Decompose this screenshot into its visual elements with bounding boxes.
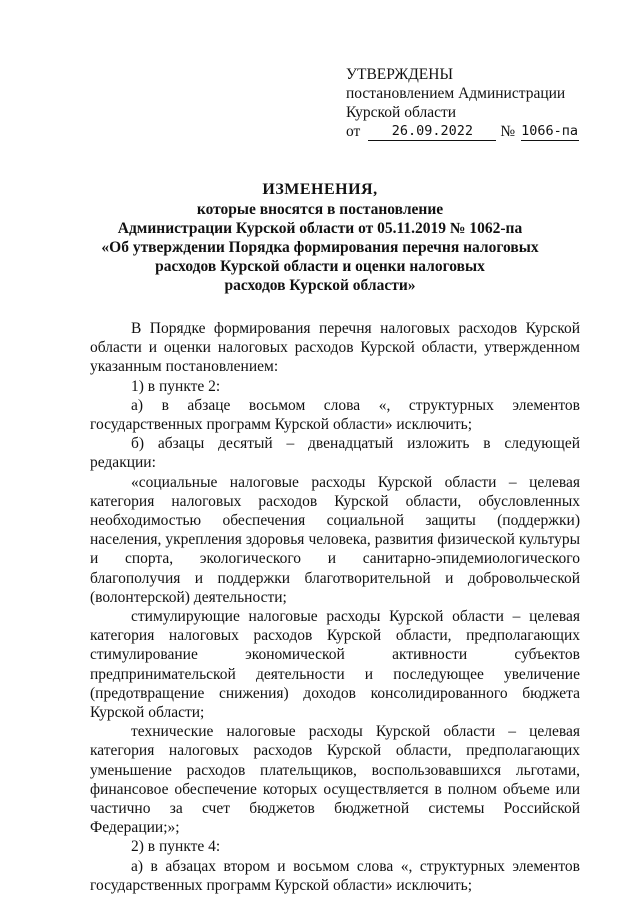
body-paragraph-item-1: 1) в пункте 2: (131, 377, 221, 395)
body-paragraph-item-1a: а) в абзаце восьмом слова «, структурных элементов государственных программ Курской области» исключить; (90, 396, 580, 434)
approval-heading: УТВЕРЖДЕНЫ (346, 66, 453, 83)
approval-date-number-line (346, 122, 606, 141)
body-paragraph-social: «социальные налоговые расходы Курской области – целевая категория налоговых расходов Курской области, обусловленных необходимостью обеспечения социальной защиты (поддержки) населения, укрепления здоровья человека, развития физической культуры и спорта, экологического и санитарно-эпидемиологического благополучия и поддержки благотворительной и добровольческой (волонтерской) деятельности; (90, 473, 580, 606)
document-subtitle-line-2: Администрации Курской области от 05.11.2019 № 1062-па (117, 220, 523, 237)
approval-date-field: 26.09.2022 (368, 123, 496, 141)
document-subtitle-line-3: «Об утверждении Порядка формирования перечня налоговых (101, 239, 539, 256)
document-subtitle-line-4: расходов Курской области и оценки налоговых (155, 258, 485, 275)
approval-from-label: от (346, 123, 361, 140)
document-subtitle-line-1: которые вносятся в постановление (196, 201, 444, 218)
approval-number-field: 1066-па (521, 123, 579, 139)
document-body (90, 319, 580, 895)
document-title-block (80, 180, 560, 295)
body-paragraph-item-1b: б) абзацы десятый – двенадцатый изложить в следующей редакции: (90, 435, 580, 472)
body-paragraph-technical: технические налоговые расходы Курской области – целевая категория налоговых расходов Курской области, предполагающих уменьшение расходов плательщиков, воспользовавшихся льготами, финансовое обеспечение которых осуществляется в полном объеме или частично за счет бюджетов бюджетной системы Российской Федерации;»; (90, 723, 580, 837)
document-subtitle-line-5: расходов Курской области» (224, 277, 416, 294)
body-paragraph-item-2a: а) в абзацах втором и восьмом слова «, структурных элементов государственных программ Курской области» исключить; (90, 857, 580, 894)
body-paragraph-intro: В Порядке формирования перечня налоговых расходов Курской области и оценки налоговых расходов Курской области, утвержденном указанным постановлением: (90, 320, 580, 376)
approval-stamp-block (346, 65, 606, 141)
body-paragraph-item-2: 2) в пункте 4: (131, 838, 221, 856)
document-title: ИЗМЕНЕНИЯ, (262, 181, 378, 198)
approval-number-label: № (500, 123, 516, 140)
approval-line-resolution: постановлением Администрации (346, 85, 566, 102)
body-paragraph-stimulating: стимулирующие налоговые расходы Курской области – целевая категория налоговых расходов Курской области, предполагающих стимулирование экономической активности субъектов предпринимательской деятельности и последующее увеличение (предотвращение снижения) доходов консолидированного бюджета Курской области; (90, 608, 580, 722)
approval-line-region: Курской области (346, 104, 457, 121)
